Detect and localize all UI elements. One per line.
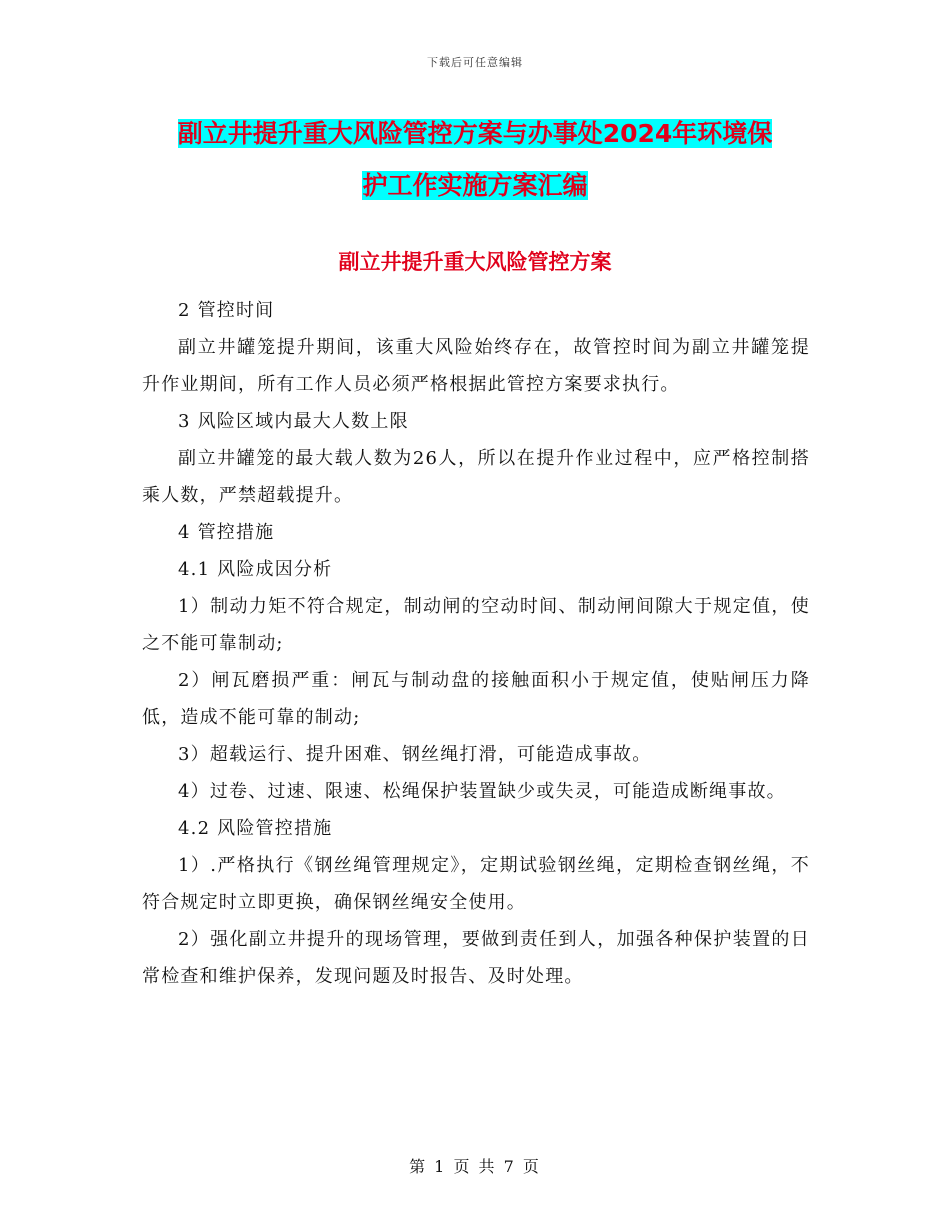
paragraph: 3）超载运行、提升困难、钢丝绳打滑，可能造成事故。 [178,744,652,765]
section-title: 副立井提升重大风险管控方案 [338,250,612,274]
paragraph: 副立井罐笼的最大载人数为26人，所以在提升作业过程中，应严格控制搭乘人数，严禁超载提升。 [142,448,810,506]
document-title-line-2: 护工作实施方案汇编 [362,171,588,200]
paragraph: 副立井罐笼提升期间，该重大风险始终存在，故管控时间为副立井罐笼提升作业期间，所有工作人员必须严格根据此管控方案要求执行。 [142,337,810,395]
paragraph: 1）.严格执行《钢丝绳管理规定》，定期试验钢丝绳，定期检查钢丝绳，不符合规定时立即更换，确保钢丝绳安全使用。 [142,855,810,913]
paragraph: 2）强化副立井提升的现场管理，要做到责任到人，加强各种保护装置的日常检查和维护保养，发现问题及时报告、及时处理。 [142,929,810,987]
document-title [140,108,810,212]
paragraph: 2 管控时间 [178,300,275,321]
document-title-line-1: 副立井提升重大风险管控方案与办事处2024年环境保 [177,119,773,148]
body-text [142,292,810,995]
paragraph: 3 风险区域内最大人数上限 [178,411,409,432]
page-footer: 第 1 页 共 7 页 [409,1157,541,1176]
paragraph: 4.1 风险成因分析 [178,559,333,580]
paragraph: 2）闸瓦磨损严重：闸瓦与制动盘的接触面积小于规定值，使贴闸压力降低，造成不能可靠的制动; [142,670,810,728]
paragraph: 4.2 风险管控措施 [178,818,333,839]
paragraph: 4）过卷、过速、限速、松绳保护装置缺少或失灵，可能造成断绳事故。 [178,781,786,802]
paragraph: 4 管控措施 [178,522,275,543]
paragraph: 1）制动力矩不符合规定，制动闸的空动时间、制动闸间隙大于规定值，使之不能可靠制动; [142,596,810,654]
header-note: 下载后可任意编辑 [427,56,523,69]
